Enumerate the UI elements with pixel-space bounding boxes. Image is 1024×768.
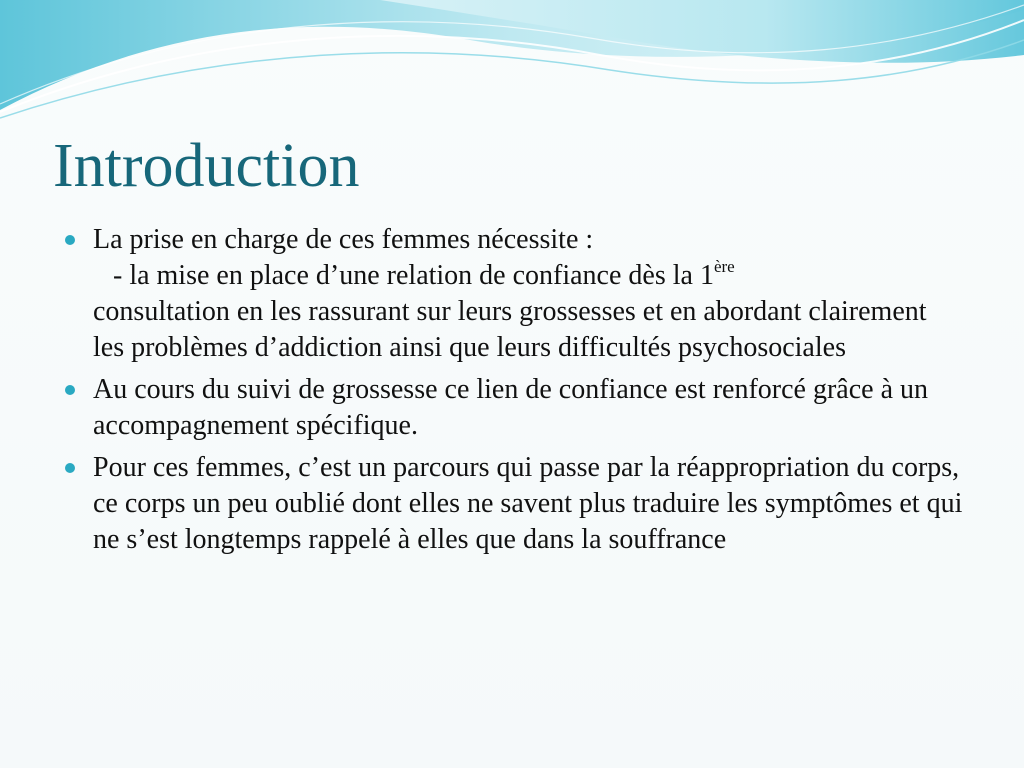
- slide-title: Introduction: [53, 132, 360, 200]
- bullet-dot-icon: [65, 235, 75, 245]
- decorative-wave-header: [0, 0, 1024, 130]
- bullet-1-sub-rest: consultation en les rassurant sur leurs grossesses et en abordant clairement les problèmes d’addiction ainsi que leurs difficultés psychosociales: [93, 296, 927, 363]
- bullet-1-sub-prefix: - la mise en place d’une relation de confiance dès la 1: [113, 260, 714, 291]
- bullet-item-1: [64, 222, 964, 366]
- bullet-item-3: [64, 450, 964, 558]
- bullet-dot-icon: [65, 463, 75, 473]
- bullet-3-text: Pour ces femmes, c’est un parcours qui passe par la réappropriation du corps, ce corps un peu oublié dont elles ne savent plus traduire les symptômes et qui ne s’est longtemps rappelé à elles que dans la souffrance: [93, 452, 963, 555]
- bullet-2-text: Au cours du suivi de grossesse ce lien de confiance est renforcé grâce à un accompagnement spécifique.: [93, 374, 928, 441]
- bullet-list: [64, 222, 964, 564]
- bullet-1-superscript: ère: [713, 256, 735, 276]
- bullet-item-2: [64, 372, 964, 444]
- bullet-1-subline: [93, 258, 964, 294]
- bullet-dot-icon: [65, 385, 75, 395]
- bullet-1-lead: La prise en charge de ces femmes nécessite :: [93, 224, 594, 255]
